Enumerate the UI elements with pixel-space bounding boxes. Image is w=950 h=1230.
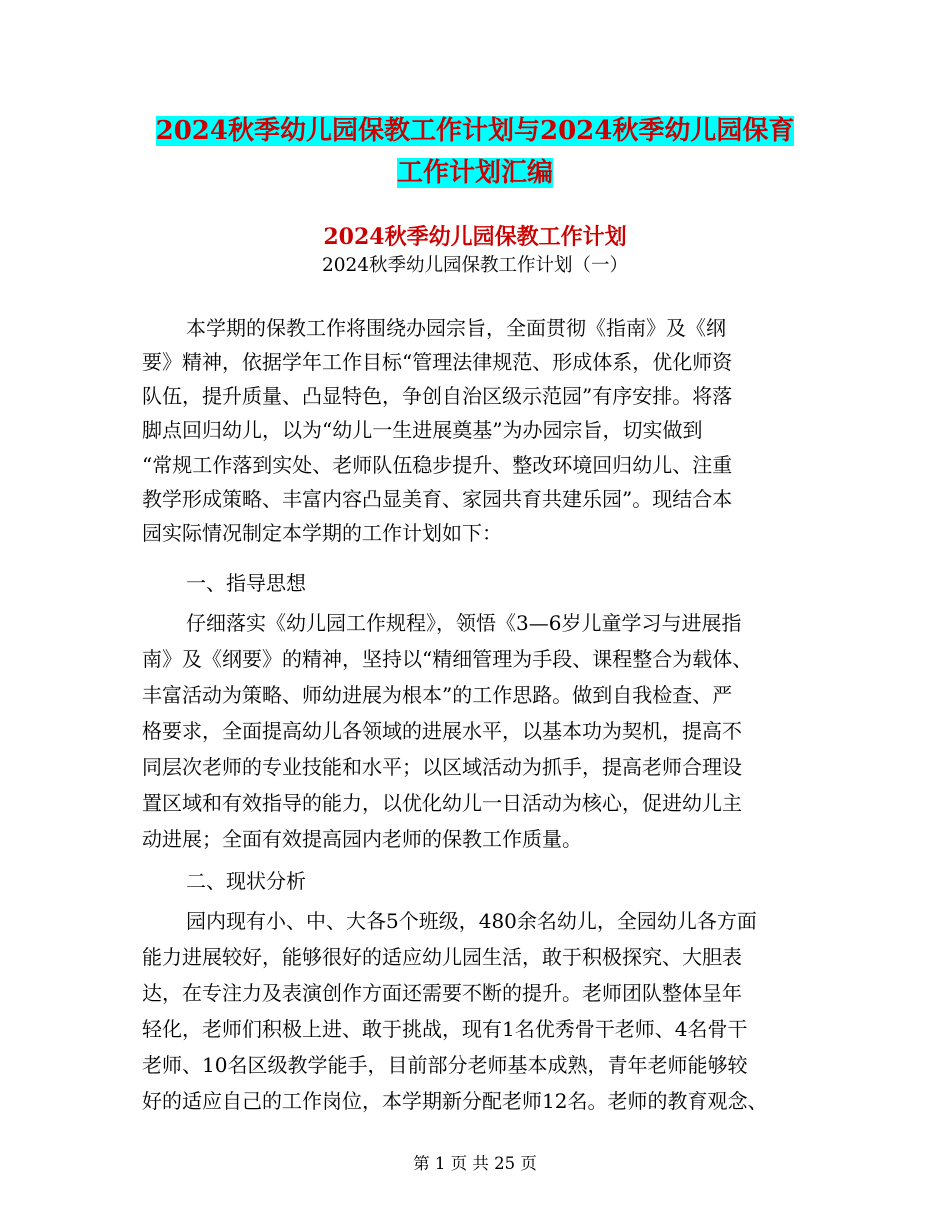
paragraph-line: 本学期的保教工作将围绕办园宗旨，全面贯彻《指南》及《纲 [186,316,726,340]
paragraph-line: 园内现有小、中、大各5个班级，480余名幼儿，全园幼儿各方面 [186,909,757,933]
document-title-highlight: 工作计划汇编 [396,158,553,188]
paragraph-line: 园实际情况制定本学期的工作计划如下： [142,521,502,545]
document-title-highlight: 2024秋季幼儿园保教工作计划与2024秋季幼儿园保育 [155,116,795,146]
section-heading: 一、指导思想 [186,571,306,595]
paragraph-line: 动进展；全面有效提高园内老师的保教工作质量。 [142,827,582,851]
paragraph-line: 轻化，老师们积极上进、敢于挑战，现有1名优秀骨干老师、4名骨干 [142,1017,748,1041]
paragraph-line: 仔细落实《幼儿园工作规程》，领悟《3—6岁儿童学习与进展指 [186,611,742,635]
paragraph-line: 同层次老师的专业技能和水平；以区域活动为抓手，提高老师合理设 [142,755,742,779]
page-footer: 第 1 页 共 25 页 [413,1154,537,1173]
sub-title: 2024秋季幼儿园保教工作计划（一） [321,255,629,276]
paragraph-line: 要》精神，依据学年工作目标“管理法律规范、形成体系，优化师资 [142,350,733,374]
paragraph-line: 好的适应自己的工作岗位，本学期新分配老师12名。老师的教育观念、 [142,1089,768,1113]
paragraph-line: 格要求，全面提高幼儿各领域的进展水平，以基本功为契机，提高不 [142,719,742,743]
paragraph-line: 老师、10名区级教学能手，目前部分老师基本成熟，青年老师能够较 [142,1053,748,1077]
document-title-line-1 [0,112,950,150]
section-title: 2024秋季幼儿园保教工作计划 [323,224,627,250]
section-heading: 二、现状分析 [186,869,306,893]
paragraph-line: 队伍，提升质量、凸显特色，争创自治区级示范园”有序安排。将落 [142,384,733,408]
paragraph-line: 能力进展较好，能够很好的适应幼儿园生活，敢于积极探究、大胆表 [142,945,742,969]
paragraph-line: 南》及《纲要》的精神，坚持以“精细管理为手段、课程整合为载体、 [142,647,753,671]
paragraph-line: 丰富活动为策略、师幼进展为根本”的工作思路。做到自我检查、严 [142,683,733,707]
paragraph-line: 达，在专注力及表演创作方面还需要不断的提升。老师团队整体呈年 [142,981,742,1005]
paragraph-line: 教学形成策略、丰富内容凸显美育、家园共育共建乐园”。现结合本 [142,487,733,511]
paragraph-line: 置区域和有效指导的能力，以优化幼儿一日活动为核心，促进幼儿主 [142,791,742,815]
document-title-line-2 [0,154,950,192]
paragraph-line: 脚点回归幼儿，以为“幼儿一生进展奠基”为办园宗旨，切实做到 [142,418,703,442]
paragraph-line: “常规工作落到实处、老师队伍稳步提升、整改环境回归幼儿、注重 [142,453,733,477]
